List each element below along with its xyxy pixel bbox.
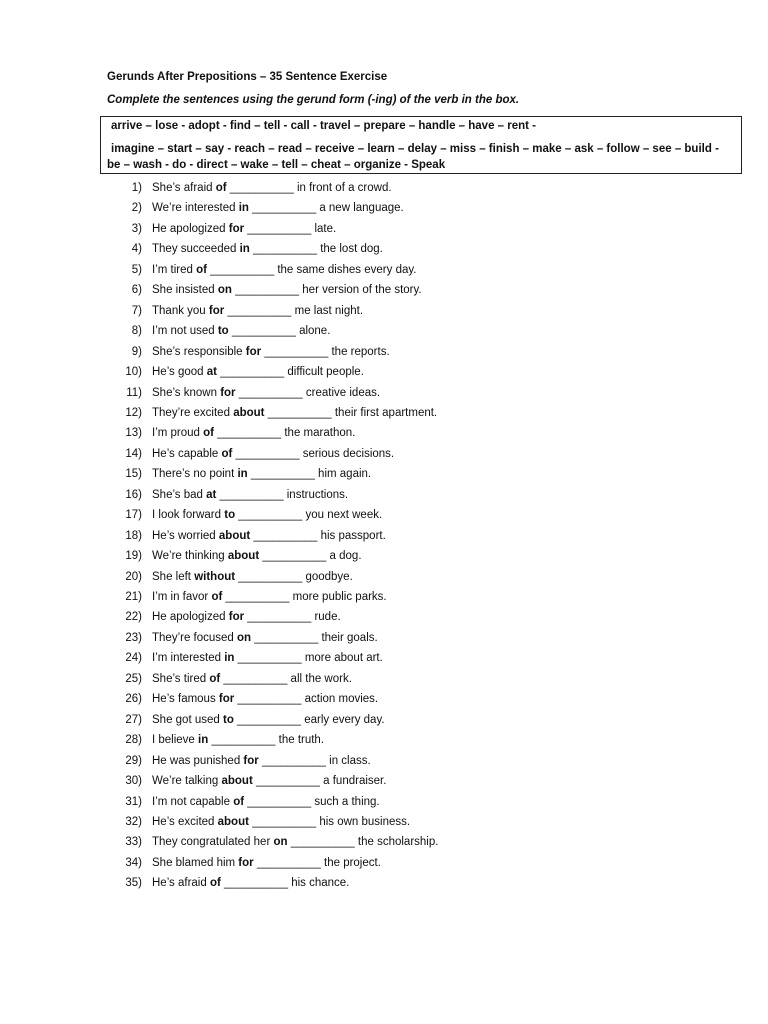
preposition: about (233, 406, 265, 419)
sentence-start: She’s afraid (152, 182, 216, 194)
answer-blank[interactable]: __________ (267, 406, 332, 419)
sentence-start: She’s bad (152, 488, 207, 501)
answer-blank[interactable]: __________ (235, 284, 300, 297)
question-text (152, 385, 380, 401)
question-number: 22) (125, 611, 142, 624)
question-number: 32) (125, 815, 142, 828)
preposition: about (227, 550, 260, 563)
sentence-end: in class. (325, 754, 371, 767)
question-number: 14) (125, 447, 142, 460)
question-number: 20) (125, 570, 142, 583)
sentence-start: He’s excited (152, 815, 218, 828)
sentence-end: a new language. (316, 202, 404, 215)
question-number: 15) (125, 468, 142, 481)
sentence-start: I’m interested (152, 652, 225, 665)
sentence-end: you next week. (302, 509, 383, 522)
preposition: about (217, 815, 249, 828)
sentence-end: the same dishes every day. (274, 263, 417, 276)
sentence-end: their first apartment. (331, 406, 438, 419)
sentence-end: his passport. (317, 529, 386, 542)
sentence-start: He apologized (152, 611, 229, 624)
answer-blank[interactable]: __________ (217, 427, 282, 440)
answer-blank[interactable]: __________ (220, 366, 285, 379)
answer-blank[interactable]: __________ (255, 775, 320, 788)
sentence-start: She’s known (152, 386, 221, 399)
question-number: 16) (125, 488, 142, 501)
answer-blank[interactable]: __________ (252, 202, 317, 215)
sentence-start: She’s responsible (152, 345, 246, 358)
sentence-start: We’re thinking (152, 550, 228, 563)
sentence-start: I look forward (152, 509, 225, 522)
question-number: 13) (125, 427, 142, 440)
preposition: of (203, 427, 214, 440)
sentence-end: late. (311, 222, 337, 235)
sentence-end: their goals. (318, 631, 378, 644)
question-text (152, 773, 386, 789)
answer-blank[interactable]: __________ (247, 795, 312, 808)
preposition: of (215, 182, 227, 194)
sentence-end: more about art. (301, 652, 383, 665)
answer-blank[interactable]: __________ (262, 550, 327, 563)
question-text (152, 609, 341, 625)
sentence-end: action movies. (301, 693, 379, 706)
sentence-end: difficult people. (284, 366, 364, 379)
question-number: 18) (125, 529, 142, 542)
question-text (152, 548, 362, 564)
preposition: of (233, 795, 245, 808)
question-number: 31) (125, 795, 142, 808)
preposition: for (218, 693, 235, 706)
sentence-end: a fundraiser. (319, 775, 387, 788)
question-number: 25) (125, 672, 142, 685)
preposition: for (243, 754, 259, 767)
question-number: 23) (125, 631, 142, 644)
question-number: 9) (131, 345, 142, 358)
question-number: 10) (125, 366, 142, 379)
sentence-end: such a thing. (311, 795, 380, 808)
sentence-end: serious decisions. (299, 447, 395, 460)
sentence-end: him again. (314, 468, 372, 481)
answer-blank[interactable]: __________ (237, 713, 302, 726)
sentence-end: in front of a crowd. (293, 182, 392, 194)
answer-blank[interactable]: __________ (235, 447, 300, 460)
question-text (152, 528, 386, 544)
answer-blank[interactable]: __________ (237, 652, 302, 665)
question-number: 29) (125, 754, 142, 767)
question-number: 35) (125, 877, 142, 890)
sentence-end: me last night. (291, 304, 364, 317)
sentence-end: her version of the story. (299, 284, 422, 297)
question-text (152, 282, 422, 298)
preposition: for (220, 386, 236, 399)
question-text (152, 303, 363, 319)
question-number: 1) (131, 182, 142, 194)
verb-word-box (100, 116, 742, 174)
preposition: without (194, 570, 236, 583)
answer-blank[interactable]: __________ (227, 304, 292, 317)
question-text (152, 507, 382, 523)
preposition: for (228, 611, 245, 624)
answer-blank[interactable]: __________ (238, 570, 303, 583)
preposition: for (245, 345, 262, 358)
sentence-end: the reports. (328, 345, 390, 358)
question-number: 26) (125, 693, 142, 706)
sentence-start: I believe (152, 734, 199, 747)
preposition: on (237, 631, 252, 644)
preposition: to (224, 509, 236, 522)
sentence-start: I’m proud (152, 427, 204, 440)
answer-blank[interactable]: __________ (219, 488, 284, 501)
sentence-start: They succeeded (152, 243, 240, 256)
answer-blank[interactable]: __________ (229, 182, 294, 194)
answer-blank[interactable]: __________ (250, 468, 315, 481)
sentence-end: creative ideas. (302, 386, 381, 399)
question-text (152, 180, 392, 196)
sentence-end: instructions. (283, 488, 349, 501)
question-text (152, 630, 378, 646)
sentence-start: I’m not capable (152, 795, 234, 808)
preposition: at (206, 488, 217, 501)
word-box-line: be – wash - do - direct – wake – tell – cheat – organize - Speak (107, 159, 446, 171)
sentence-start: He’s famous (152, 693, 219, 706)
answer-blank[interactable]: __________ (211, 734, 276, 747)
question-text (152, 855, 381, 871)
question-text (152, 691, 378, 707)
sentence-start: He’s capable (152, 447, 222, 460)
question-text (152, 875, 349, 891)
preposition: in (239, 243, 250, 256)
preposition: of (221, 447, 233, 460)
question-text (152, 364, 364, 380)
question-number: 30) (125, 775, 142, 788)
question-text (152, 487, 348, 503)
sentence-start: He’s good (152, 366, 207, 379)
question-number: 28) (125, 734, 142, 747)
question-number: 2) (131, 202, 142, 215)
answer-blank[interactable]: __________ (256, 856, 321, 869)
question-number: 5) (131, 263, 142, 276)
sentence-start: She blamed him (152, 856, 239, 869)
answer-blank[interactable]: __________ (210, 263, 275, 276)
sentence-start: We’re talking (152, 775, 222, 788)
question-number: 24) (125, 652, 142, 665)
sentence-start: She got used (152, 713, 223, 726)
question-number: 27) (125, 713, 142, 726)
answer-blank[interactable]: __________ (223, 672, 288, 685)
question-text (152, 753, 371, 769)
question-number: 12) (125, 406, 142, 419)
question-text (152, 405, 437, 421)
preposition: on (217, 284, 232, 297)
preposition: for (238, 856, 254, 869)
answer-blank[interactable]: __________ (247, 222, 312, 235)
sentence-end: a dog. (326, 550, 362, 563)
sentence-start: There’s no point (152, 468, 238, 481)
preposition: to (217, 325, 229, 338)
question-text (152, 200, 404, 216)
question-number: 33) (125, 836, 142, 849)
answer-blank[interactable]: __________ (247, 611, 312, 624)
sentence-start: I’m tired (152, 263, 197, 276)
sentence-end: the project. (320, 856, 381, 869)
answer-blank[interactable]: __________ (252, 815, 317, 828)
question-number: 4) (131, 243, 142, 256)
question-number: 7) (131, 304, 142, 317)
sentence-end: his chance. (288, 877, 350, 890)
sentence-start: They’re focused (152, 631, 238, 644)
sentence-end: his own business. (316, 815, 411, 828)
preposition: in (224, 652, 235, 665)
sentence-start: We’re interested (152, 202, 239, 215)
sentence-end: the truth. (275, 734, 325, 747)
answer-blank[interactable]: __________ (225, 591, 290, 603)
question-number: 11) (126, 386, 142, 399)
question-text (152, 712, 385, 728)
question-text (152, 569, 353, 585)
sentence-start: I’m not used (152, 325, 218, 338)
question-text (152, 650, 383, 666)
preposition: of (211, 591, 223, 603)
question-text (152, 241, 383, 257)
answer-blank[interactable]: __________ (238, 386, 303, 399)
answer-blank[interactable]: __________ (261, 754, 326, 767)
preposition: in (237, 468, 248, 481)
question-number: 3) (131, 222, 142, 235)
question-text (152, 732, 324, 748)
instructions: Complete the sentences using the gerund form (-ing) of the verb in the box. (107, 94, 520, 106)
answer-blank[interactable]: __________ (253, 243, 317, 256)
answer-blank[interactable]: __________ (224, 877, 288, 890)
answer-blank[interactable]: __________ (264, 345, 329, 358)
question-text (152, 794, 380, 810)
answer-blank[interactable]: __________ (254, 631, 319, 644)
preposition: of (209, 877, 221, 890)
answer-blank[interactable]: __________ (237, 693, 302, 706)
answer-blank[interactable]: __________ (253, 529, 318, 542)
answer-blank[interactable]: __________ (231, 325, 296, 338)
question-number: 21) (125, 591, 142, 603)
sentence-end: early every day. (301, 713, 385, 726)
question-text (152, 262, 416, 278)
sentence-end: all the work. (287, 672, 352, 685)
sentence-end: alone. (295, 325, 331, 338)
sentence-end: goodbye. (302, 570, 353, 583)
page-title: Gerunds After Prepositions – 35 Sentence Exercise (107, 71, 388, 83)
question-text (152, 446, 394, 462)
sentence-start: They’re excited (152, 406, 234, 419)
question-text (152, 323, 330, 339)
sentence-start: He apologized (152, 222, 229, 235)
question-text (152, 834, 438, 850)
preposition: about (221, 775, 253, 788)
question-text (152, 814, 410, 830)
question-number: 17) (125, 509, 142, 522)
question-number: 19) (125, 550, 142, 563)
preposition: for (228, 222, 245, 235)
preposition: in (238, 202, 249, 215)
preposition: to (222, 713, 234, 726)
preposition: on (273, 836, 288, 849)
preposition: about (218, 529, 251, 542)
word-box-line: imagine – start – say - reach – read – receive – learn – delay – miss – finish – make – ask – follow – see – build - (111, 143, 719, 155)
sentence-start: He’s worried (152, 529, 219, 542)
sentence-start: They congratulated her (152, 836, 274, 849)
answer-blank[interactable]: __________ (290, 836, 355, 849)
question-number: 8) (131, 325, 142, 338)
sentence-end: the lost dog. (317, 243, 383, 256)
question-text (152, 671, 352, 687)
sentence-start: He was punished (152, 754, 244, 767)
sentence-start: She insisted (152, 284, 218, 297)
word-box-line: arrive – lose - adopt - find – tell - call - travel – prepare – handle – have – rent - (111, 120, 537, 132)
question-text (152, 589, 387, 605)
sentence-end: more public parks. (289, 591, 387, 603)
question-number: 6) (131, 284, 142, 297)
sentence-start: He’s afraid (152, 877, 210, 890)
question-text (152, 425, 355, 441)
preposition: of (196, 263, 207, 276)
preposition: in (198, 734, 209, 747)
answer-blank[interactable]: __________ (238, 509, 303, 522)
preposition: for (208, 304, 225, 317)
sentence-start: I’m in favor (152, 591, 212, 603)
sentence-start: She’s tired (152, 672, 210, 685)
sentence-end: rude. (311, 611, 341, 624)
question-number: 34) (125, 856, 142, 869)
question-text (152, 344, 390, 360)
preposition: at (206, 366, 218, 379)
sentence-start: Thank you (152, 304, 209, 317)
question-text (152, 466, 371, 482)
sentence-end: the marathon. (281, 427, 356, 440)
preposition: of (209, 672, 221, 685)
sentence-end: the scholarship. (354, 836, 439, 849)
question-text (152, 221, 336, 237)
sentence-start: She left (152, 570, 195, 583)
